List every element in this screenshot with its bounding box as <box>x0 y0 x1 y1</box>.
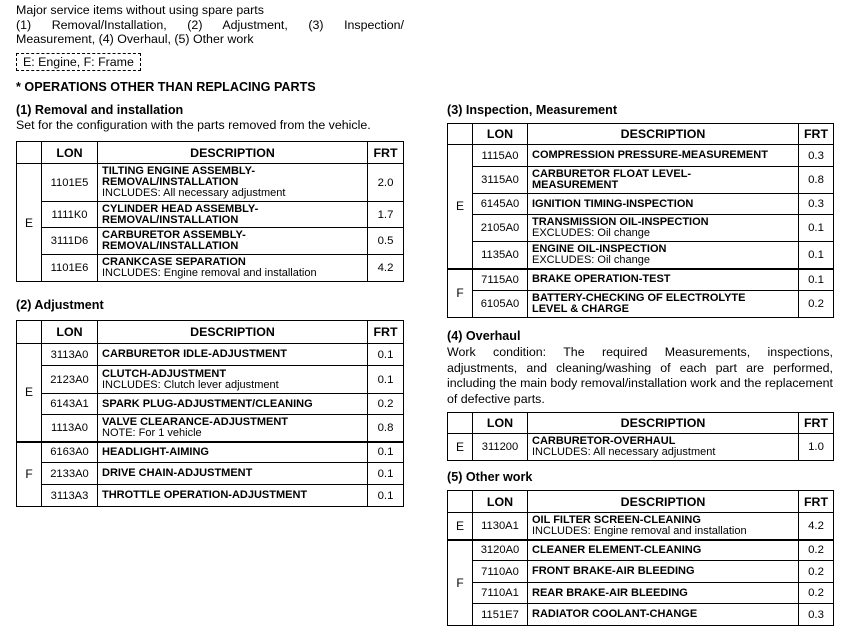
lon-cell: 1151E7 <box>473 604 528 626</box>
frt-cell: 0.2 <box>799 561 834 583</box>
table-row <box>17 255 404 282</box>
table-row <box>448 540 834 561</box>
frt-cell: 0.2 <box>799 583 834 604</box>
table-row <box>448 604 834 626</box>
lon-cell: 2123A0 <box>42 366 98 394</box>
frt-cell: 0.1 <box>368 344 404 366</box>
description-title: CLUTCH-ADJUSTMENT <box>102 367 227 380</box>
description-cell <box>528 167 799 194</box>
description-header: DESCRIPTION <box>98 321 368 344</box>
frt-header: FRT <box>368 321 404 344</box>
description-header: DESCRIPTION <box>528 124 799 145</box>
lon-cell: 7115A0 <box>473 269 528 291</box>
group-label: F <box>17 442 42 507</box>
description-title: THROTTLE OPERATION-ADJUSTMENT <box>102 489 308 501</box>
inspection-heading: (3) Inspection, Measurement <box>447 103 618 117</box>
description-title-2: REMOVAL/INSTALLATION <box>102 176 239 188</box>
description-title: REAR BRAKE-AIR BLEEDING <box>532 586 688 599</box>
table-row <box>17 442 404 463</box>
table-row <box>17 394 404 415</box>
lon-cell: 1113A0 <box>42 415 98 442</box>
legend-box: E: Engine, F: Frame <box>16 53 141 71</box>
intro-line-2: (1) Removal/Installation, (2) Adjustment, (3) Inspection/ <box>16 17 404 32</box>
table-row <box>17 415 404 442</box>
lon-cell: 2105A0 <box>473 215 528 242</box>
table-row <box>448 434 834 461</box>
group-header <box>448 413 473 434</box>
lon-cell: 1101E6 <box>42 255 98 282</box>
description-cell <box>528 269 799 291</box>
table-row <box>448 269 834 291</box>
description-cell <box>98 442 368 463</box>
description-cell <box>98 485 368 507</box>
description-title-2: MEASUREMENT <box>532 179 619 191</box>
frt-cell: 0.2 <box>368 394 404 415</box>
table-row <box>17 228 404 255</box>
description-title-2: LEVEL & CHARGE <box>532 303 629 315</box>
description-cell <box>528 604 799 626</box>
lon-cell: 3111D6 <box>42 228 98 255</box>
table-row <box>17 164 404 202</box>
lon-cell: 3113A0 <box>42 344 98 366</box>
frt-cell: 0.2 <box>799 540 834 561</box>
description-note: EXCLUDES: Oil change <box>532 253 650 266</box>
lon-header: LON <box>42 142 98 164</box>
table-header <box>448 413 834 434</box>
description-header: DESCRIPTION <box>98 142 368 164</box>
frt-cell: 0.1 <box>368 442 404 463</box>
group-header <box>17 321 42 344</box>
lon-cell: 3120A0 <box>473 540 528 561</box>
frt-cell: 1.7 <box>368 202 404 228</box>
description-title: FRONT BRAKE-AIR BLEEDING <box>532 565 695 577</box>
group-header <box>448 124 473 145</box>
frt-cell: 0.1 <box>799 269 834 291</box>
group-header <box>17 142 42 164</box>
description-cell <box>528 194 799 215</box>
description-cell <box>528 291 799 318</box>
description-cell <box>528 215 799 242</box>
description-title: HEADLIGHT-AIMING <box>102 445 209 458</box>
table-row <box>448 242 834 269</box>
description-note: INCLUDES: All necessary adjustment <box>102 187 286 199</box>
frt-header: FRT <box>368 142 404 164</box>
group-label: F <box>448 269 473 318</box>
frt-cell: 0.3 <box>799 604 834 626</box>
description-title: CARBURETOR IDLE-ADJUSTMENT <box>102 348 287 360</box>
lon-cell: 1130A1 <box>473 513 528 540</box>
description-cell <box>98 463 368 485</box>
description-cell <box>98 228 368 255</box>
frt-cell: 0.8 <box>799 167 834 194</box>
lon-cell: 7110A0 <box>473 561 528 583</box>
lon-header: LON <box>473 124 528 145</box>
description-title: VALVE CLEARANCE-ADJUSTMENT <box>102 415 288 428</box>
lon-cell: 7110A1 <box>473 583 528 604</box>
description-title: CARBURETOR-OVERHAUL <box>532 435 676 447</box>
table-row <box>17 344 404 366</box>
description-title: CARBURETOR ASSEMBLY- <box>102 229 246 241</box>
description-title: IGNITION TIMING-INSPECTION <box>532 197 694 210</box>
description-header: DESCRIPTION <box>528 491 799 513</box>
group-label: E <box>448 145 473 269</box>
table-header <box>448 491 834 513</box>
frt-cell: 1.0 <box>799 434 834 461</box>
description-cell <box>98 344 368 366</box>
description-cell <box>528 434 799 461</box>
group-label: E <box>17 344 42 442</box>
removal-table <box>16 141 404 282</box>
description-note: EXCLUDES: Oil change <box>532 227 650 239</box>
description-note: INCLUDES: Engine removal and installation <box>532 524 747 537</box>
frt-cell: 0.3 <box>799 194 834 215</box>
table-header <box>448 124 834 145</box>
inspection-table <box>447 123 834 318</box>
lon-cell: 1135A0 <box>473 242 528 269</box>
lon-header: LON <box>473 491 528 513</box>
intro-line-3: Measurement, (4) Overhaul, (5) Other work <box>16 32 254 46</box>
removal-subtext: Set for the configuration with the parts removed from the vehicle. <box>16 118 371 132</box>
frt-cell: 4.2 <box>799 513 834 540</box>
table-row <box>17 366 404 394</box>
intro-text <box>16 3 404 47</box>
description-cell <box>528 583 799 604</box>
frt-cell: 2.0 <box>368 164 404 202</box>
lon-cell: 1111K0 <box>42 202 98 228</box>
frt-header: FRT <box>799 491 834 513</box>
table-row <box>448 167 834 194</box>
table-row <box>448 194 834 215</box>
group-header <box>448 491 473 513</box>
frt-header: FRT <box>799 124 834 145</box>
table-row <box>448 291 834 318</box>
table-row <box>448 583 834 604</box>
frt-cell: 0.1 <box>799 242 834 269</box>
frt-cell: 0.1 <box>799 215 834 242</box>
description-title: TRANSMISSION OIL-INSPECTION <box>532 216 709 228</box>
frt-cell: 4.2 <box>368 255 404 282</box>
frt-header: FRT <box>799 413 834 434</box>
table-row <box>17 485 404 507</box>
lon-header: LON <box>42 321 98 344</box>
description-note: NOTE: For 1 vehicle <box>102 426 202 439</box>
lon-cell: 6143A1 <box>42 394 98 415</box>
table-row <box>448 513 834 540</box>
description-cell <box>98 366 368 394</box>
other-heading: (5) Other work <box>447 470 533 484</box>
group-label: E <box>448 434 473 461</box>
lon-cell: 2133A0 <box>42 463 98 485</box>
description-title-2: REMOVAL/INSTALLATION <box>102 240 239 252</box>
adjustment-table <box>16 320 404 507</box>
operations-title: * OPERATIONS OTHER THAN REPLACING PARTS <box>16 80 316 94</box>
lon-cell: 6163A0 <box>42 442 98 463</box>
other-table <box>447 490 834 626</box>
overhaul-table <box>447 412 834 461</box>
description-cell <box>528 242 799 269</box>
description-title: CYLINDER HEAD ASSEMBLY- <box>102 202 259 215</box>
description-cell <box>528 540 799 561</box>
adjustment-heading: (2) Adjustment <box>16 298 104 312</box>
description-cell <box>528 145 799 167</box>
description-title: TILTING ENGINE ASSEMBLY- <box>102 165 255 177</box>
description-title: CLEANER ELEMENT-CLEANING <box>532 543 702 556</box>
description-title: COMPRESSION PRESSURE-MEASUREMENT <box>532 149 768 161</box>
frt-cell: 0.1 <box>368 463 404 485</box>
removal-heading: (1) Removal and installation <box>16 103 184 117</box>
description-title: SPARK PLUG-ADJUSTMENT/CLEANING <box>102 397 313 410</box>
description-title: DRIVE CHAIN-ADJUSTMENT <box>102 467 253 479</box>
lon-cell: 311200 <box>473 434 528 461</box>
intro-line-1: Major service items without using spare parts <box>16 3 264 17</box>
lon-cell: 6145A0 <box>473 194 528 215</box>
frt-cell: 0.3 <box>799 145 834 167</box>
table-row <box>448 561 834 583</box>
description-title: BATTERY-CHECKING OF ELECTROLYTE <box>532 292 746 304</box>
description-cell <box>98 255 368 282</box>
group-label: F <box>448 540 473 626</box>
description-cell <box>528 561 799 583</box>
lon-header: LON <box>473 413 528 434</box>
frt-cell: 0.1 <box>368 366 404 394</box>
table-row <box>448 215 834 242</box>
description-title-2: REMOVAL/INSTALLATION <box>102 213 239 226</box>
table-header <box>17 321 404 344</box>
table-row <box>17 202 404 228</box>
description-note: INCLUDES: Engine removal and installation <box>102 267 317 279</box>
lon-cell: 1115A0 <box>473 145 528 167</box>
table-row <box>448 145 834 167</box>
description-title: BRAKE OPERATION-TEST <box>532 273 671 286</box>
description-cell <box>528 513 799 540</box>
description-note: INCLUDES: Clutch lever adjustment <box>102 378 279 391</box>
lon-cell: 3113A3 <box>42 485 98 507</box>
frt-cell: 0.2 <box>799 291 834 318</box>
description-header: DESCRIPTION <box>528 413 799 434</box>
description-title: ENGINE OIL-INSPECTION <box>532 242 667 255</box>
frt-cell: 0.1 <box>368 485 404 507</box>
description-title: OIL FILTER SCREEN-CLEANING <box>532 513 701 526</box>
overhaul-subtext: Work condition: The required Measurements, inspections, adjustments, and cleaning/washing of each part are performed, including the main body removal/installation work and the replacement of defective parts. <box>447 345 833 406</box>
lon-cell: 6105A0 <box>473 291 528 318</box>
table-row <box>17 463 404 485</box>
group-label: E <box>448 513 473 540</box>
group-label: E <box>17 164 42 282</box>
description-cell <box>98 164 368 202</box>
overhaul-heading: (4) Overhaul <box>447 329 521 343</box>
description-title: RADIATOR COOLANT-CHANGE <box>532 608 698 620</box>
lon-cell: 3115A0 <box>473 167 528 194</box>
frt-cell: 0.5 <box>368 228 404 255</box>
lon-cell: 1101E5 <box>42 164 98 202</box>
description-cell <box>98 394 368 415</box>
frt-cell: 0.8 <box>368 415 404 442</box>
description-note: INCLUDES: All necessary adjustment <box>532 446 716 458</box>
description-title: CARBURETOR FLOAT LEVEL- <box>532 168 692 180</box>
description-cell <box>98 202 368 228</box>
table-header <box>17 142 404 164</box>
description-cell <box>98 415 368 442</box>
description-title: CRANKCASE SEPARATION <box>102 256 246 268</box>
